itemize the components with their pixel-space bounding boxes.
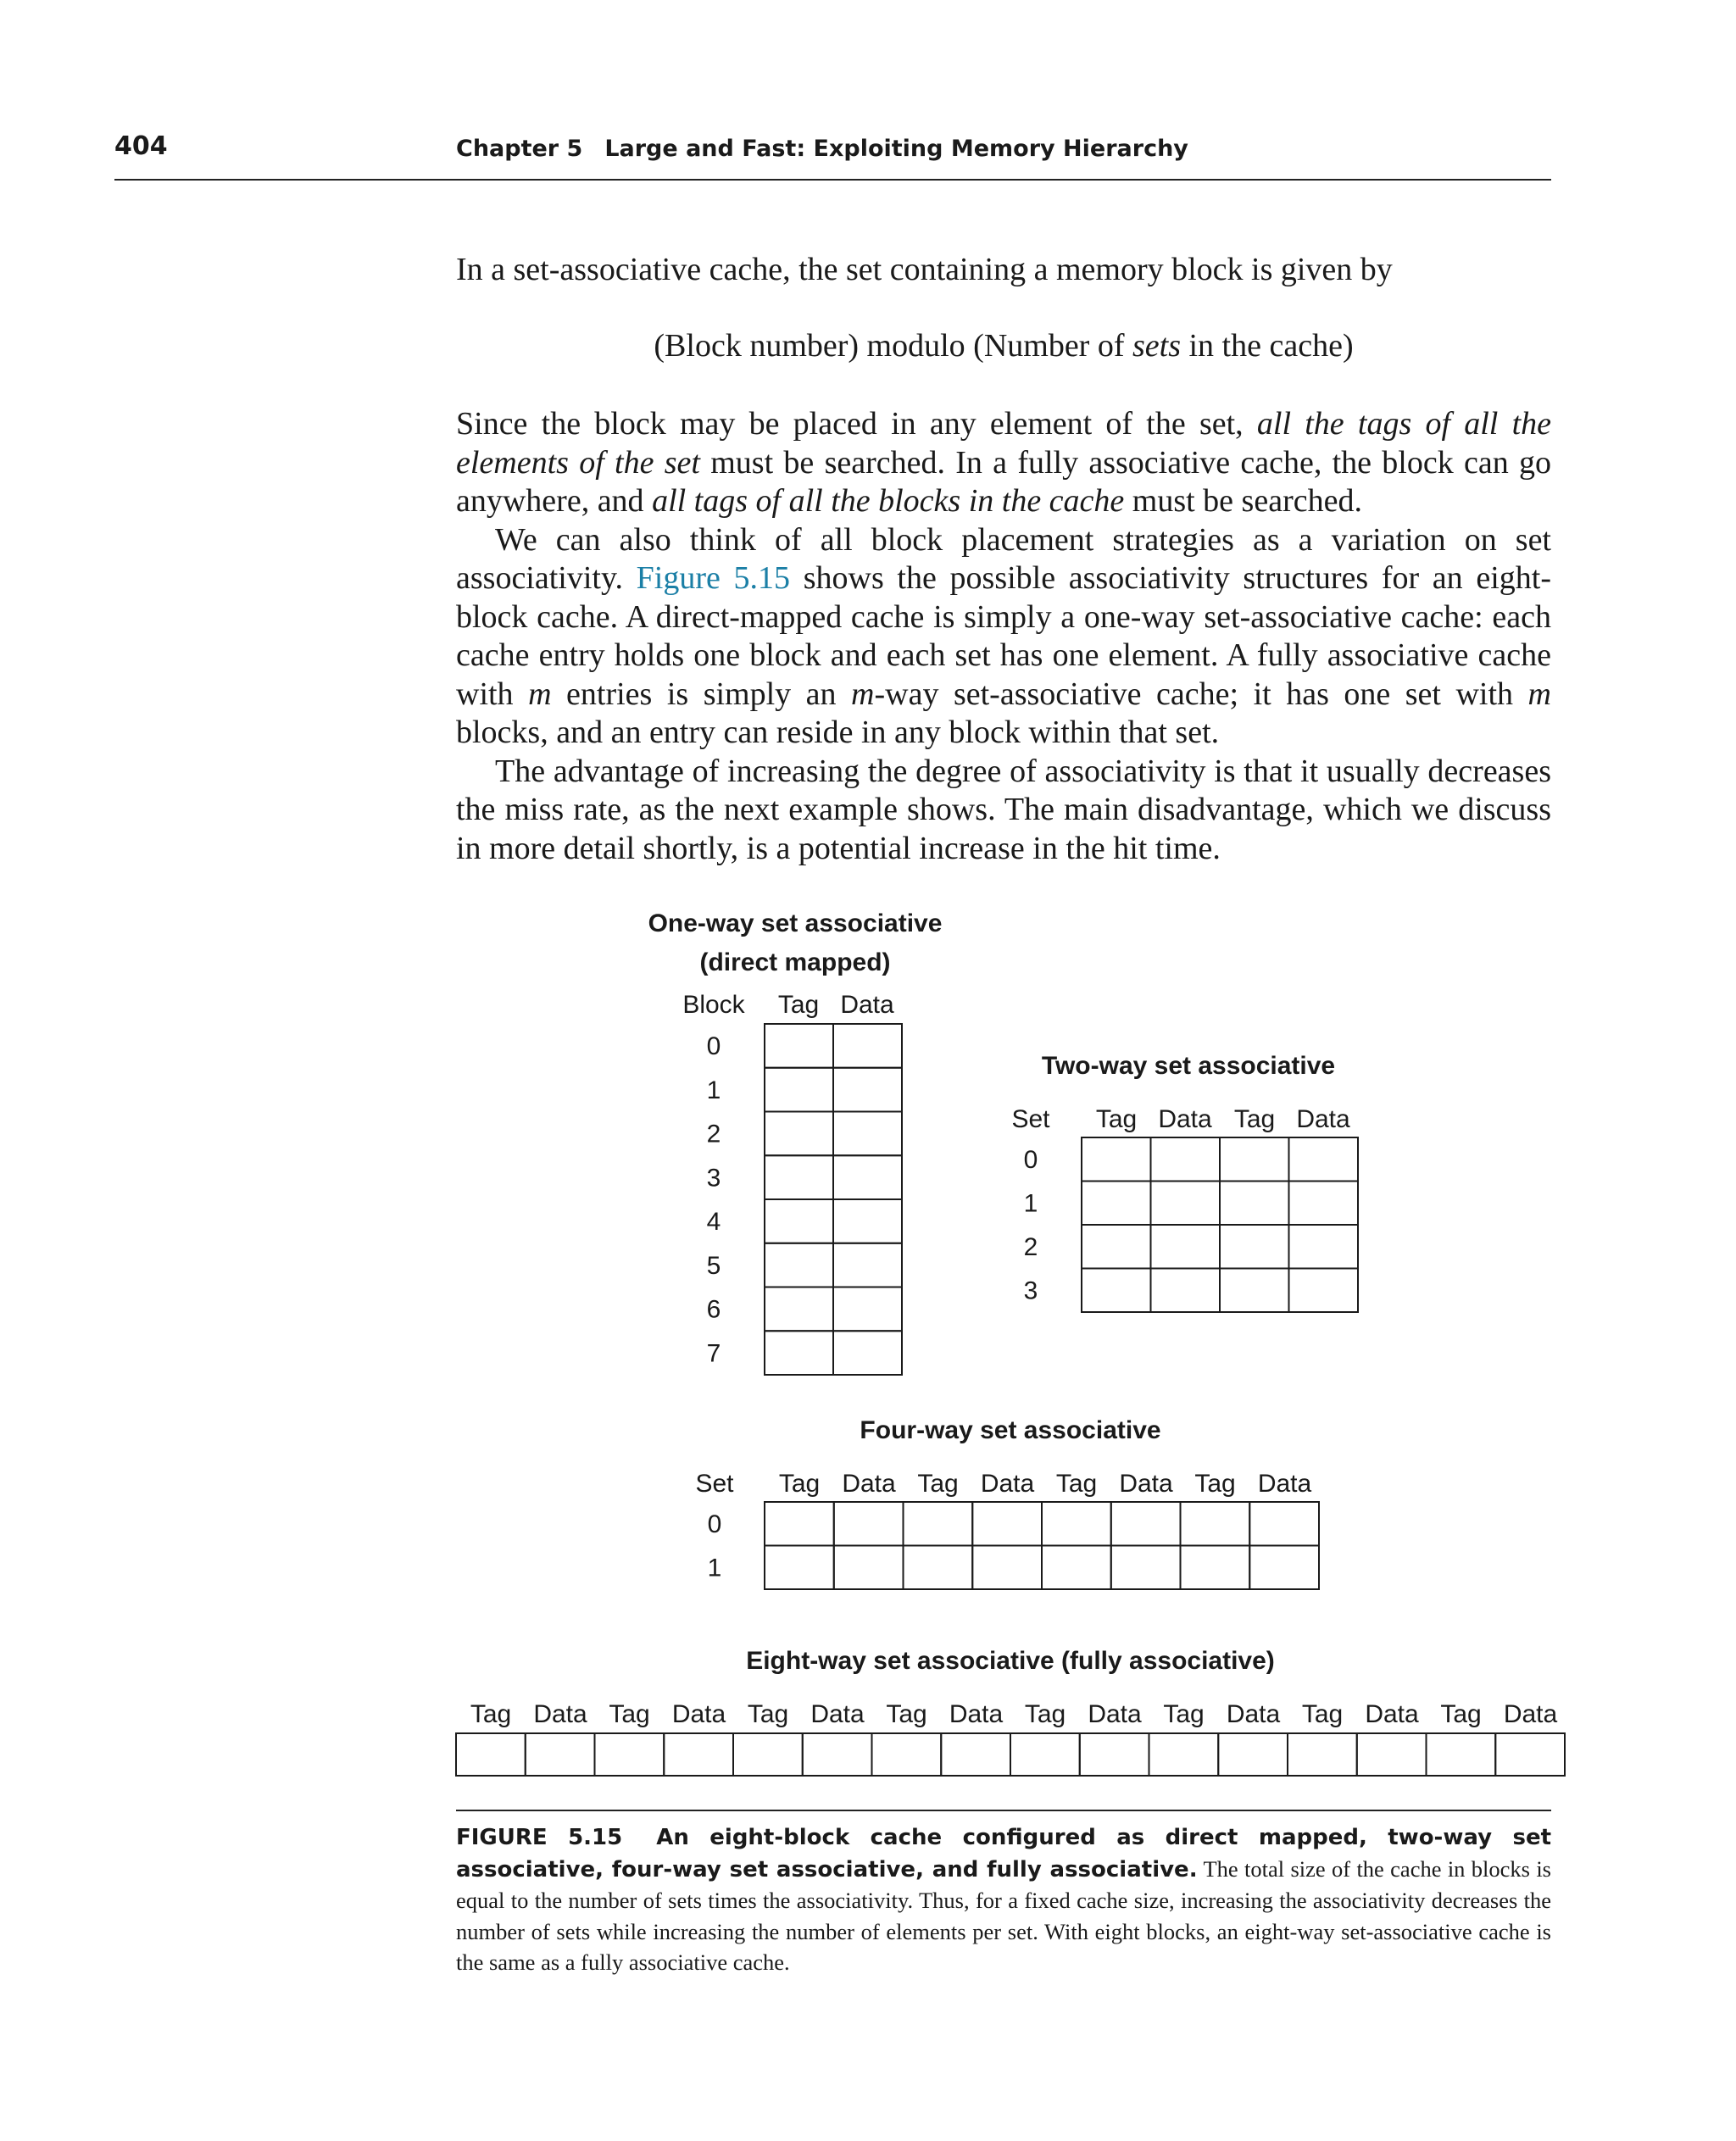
- eight-way-cell: [803, 1733, 872, 1776]
- caption-rule: [456, 1810, 1551, 1811]
- two-way-cell: [1289, 1137, 1359, 1182]
- one-way-cell: [765, 1112, 833, 1156]
- caption-label: FIGURE 5.15: [456, 1825, 623, 1850]
- one-way-cell: [765, 1243, 833, 1287]
- four-way-cell: [904, 1546, 973, 1590]
- two-way-tag-header: Tag: [1095, 1105, 1138, 1133]
- one-way-cell: [765, 1287, 833, 1332]
- one-way-cell: [765, 1199, 833, 1243]
- four-way-grid: [765, 1502, 1319, 1589]
- two-way-grid: [1082, 1137, 1358, 1312]
- two-way-cell: [1082, 1225, 1151, 1269]
- one-way-cell: [765, 1024, 833, 1068]
- one-way-cell: [833, 1287, 902, 1332]
- two-way-cell: [1220, 1137, 1289, 1182]
- four-way-cell: [1111, 1546, 1181, 1590]
- one-way-title-line2: (direct mapped): [699, 948, 891, 976]
- one-way-block-5: 5: [706, 1251, 721, 1280]
- one-way-data-header: Data: [840, 991, 894, 1019]
- eight-way-cell: [941, 1733, 1010, 1776]
- eight-way-tag-header: Tag: [886, 1700, 927, 1728]
- two-way-set-header: Set: [1011, 1105, 1050, 1133]
- four-way-data-header: Data: [1119, 1470, 1173, 1498]
- eight-way-tag-header: Tag: [1440, 1700, 1482, 1728]
- eight-way-cell: [526, 1733, 595, 1776]
- four-way-data-header: Data: [980, 1470, 1035, 1498]
- eight-way-tag-header: Tag: [747, 1700, 789, 1728]
- eight-way-data-header: Data: [671, 1700, 726, 1728]
- intro-paragraph: In a set-associative cache, the set containing a memory block is given by: [456, 252, 1393, 287]
- four-way-cell: [1042, 1502, 1111, 1546]
- four-way-diagram: [695, 1416, 1319, 1589]
- two-way-diagram: [1011, 1052, 1358, 1312]
- eight-way-cell: [1149, 1733, 1219, 1776]
- four-way-tag-header: Tag: [1194, 1470, 1236, 1498]
- eight-way-cell: [872, 1733, 942, 1776]
- one-way-cell: [833, 1331, 902, 1375]
- eight-way-data-header: Data: [1365, 1700, 1419, 1728]
- one-way-title-line1: One-way set associative: [648, 909, 943, 937]
- eight-way-cell: [1010, 1733, 1080, 1776]
- eight-way-cell: [1427, 1733, 1496, 1776]
- four-way-cell: [904, 1502, 973, 1546]
- two-way-cell: [1082, 1182, 1151, 1226]
- two-way-cell: [1151, 1225, 1221, 1269]
- eight-way-cell: [595, 1733, 665, 1776]
- one-way-cell: [833, 1243, 902, 1287]
- four-way-cell: [1249, 1546, 1319, 1590]
- eight-way-tag-header: Tag: [1024, 1700, 1066, 1728]
- four-way-cell: [1249, 1502, 1319, 1546]
- eight-way-tag-header: Tag: [1301, 1700, 1344, 1728]
- four-way-cell: [765, 1546, 834, 1590]
- two-way-cell: [1220, 1225, 1289, 1269]
- four-way-cell: [1042, 1546, 1111, 1590]
- caption-text: The total size of the cache in blocks is equal to the number of sets times the associativity. Thus, for a fixed cache size, increasing the associativity decreases the number of sets while increasing the number of elements per set. With eight blocks, an eight-way set-associative cache is the same as a fully associative cache.: [456, 1855, 1551, 1975]
- two-way-data-header: Data: [1158, 1105, 1212, 1133]
- one-way-block-header: Block: [682, 991, 745, 1019]
- one-way-tag-header: Tag: [777, 991, 820, 1019]
- one-way-cell: [833, 1155, 902, 1199]
- eight-way-data-header: Data: [1226, 1700, 1281, 1728]
- eight-way-diagram: [456, 1647, 1565, 1776]
- one-way-block-1: 1: [706, 1076, 721, 1104]
- two-way-set-2: 2: [1023, 1233, 1038, 1261]
- one-way-cell: [765, 1068, 833, 1112]
- one-way-cell: [833, 1112, 902, 1156]
- one-way-diagram: [648, 909, 943, 1375]
- two-way-set-1: 1: [1023, 1189, 1038, 1218]
- paragraph-3: The advantage of increasing the degree of associativity is that it usually decreases the miss rate, as the next example shows. The main disadvantage, which we discuss in more detail shortly, is a potential increase in the hit time.: [456, 753, 1551, 866]
- two-way-tag-header: Tag: [1233, 1105, 1276, 1133]
- two-way-set-3: 3: [1023, 1276, 1038, 1305]
- eight-way-cell: [1495, 1733, 1565, 1776]
- eight-way-data-header: Data: [1088, 1700, 1142, 1728]
- one-way-cell: [833, 1068, 902, 1112]
- four-way-tag-header: Tag: [917, 1470, 959, 1498]
- one-way-block-6: 6: [706, 1295, 721, 1324]
- one-way-block-4: 4: [706, 1208, 721, 1236]
- four-way-cell: [1111, 1502, 1181, 1546]
- two-way-cell: [1082, 1137, 1151, 1182]
- two-way-cell: [1220, 1269, 1289, 1313]
- page-number: 404: [114, 131, 168, 161]
- two-way-title: Two-way set associative: [1041, 1052, 1336, 1080]
- one-way-grid: [765, 1024, 902, 1375]
- one-way-cell: [833, 1024, 902, 1068]
- one-way-block-2: 2: [706, 1120, 721, 1148]
- eight-way-cell: [1357, 1733, 1427, 1776]
- eight-way-cell: [1288, 1733, 1357, 1776]
- set-index-formula: (Block number) modulo (Number of sets in the cache): [654, 328, 1354, 364]
- one-way-cell: [833, 1199, 902, 1243]
- eight-way-data-header: Data: [949, 1700, 1004, 1728]
- eight-way-cell: [1218, 1733, 1288, 1776]
- two-way-cell: [1220, 1182, 1289, 1226]
- four-way-cell: [972, 1502, 1042, 1546]
- eight-way-data-header: Data: [533, 1700, 587, 1728]
- four-way-cell: [834, 1546, 904, 1590]
- one-way-block-0: 0: [706, 1032, 721, 1060]
- eight-way-title: Eight-way set associative (fully associative): [746, 1647, 1275, 1675]
- eight-way-tag-header: Tag: [1163, 1700, 1205, 1728]
- four-way-cell: [765, 1502, 834, 1546]
- chapter-title: Large and Fast: Exploiting Memory Hierarchy: [604, 136, 1188, 162]
- eight-way-cell: [1080, 1733, 1149, 1776]
- four-way-data-header: Data: [1257, 1470, 1312, 1498]
- two-way-cell: [1289, 1182, 1359, 1226]
- eight-way-tag-header: Tag: [470, 1700, 512, 1728]
- one-way-cell: [765, 1155, 833, 1199]
- four-way-set-1: 1: [707, 1554, 722, 1582]
- two-way-cell: [1289, 1225, 1359, 1269]
- one-way-cell: [765, 1331, 833, 1375]
- four-way-cell: [972, 1546, 1042, 1590]
- four-way-cell: [834, 1502, 904, 1546]
- eight-way-cell: [456, 1733, 526, 1776]
- eight-way-grid: [456, 1733, 1565, 1776]
- paragraph-1: Since the block may be placed in any element of the set, all the tags of all the elements of the set must be searched. In a fully associative cache, the block can go anywhere, and all tags of all the blocks in the cache must be searched.: [456, 406, 1552, 519]
- four-way-cell: [1181, 1502, 1250, 1546]
- four-way-data-header: Data: [842, 1470, 896, 1498]
- figure-5-15-link[interactable]: Figure 5.15: [636, 560, 791, 596]
- eight-way-cell: [664, 1733, 733, 1776]
- eight-way-data-header: Data: [1503, 1700, 1558, 1728]
- paragraph-2: We can also think of all block placement strategies as a variation on set associativity. Figure 5.15 shows the possible associativity structures for an eight-block cache. A direct-mapped cache is simply a one-way set-associative cache: each cache entry holds one block and each set has one element. A fully associative cache with m entries is simply an m-way set-associative cache; it has one set with m blocks, and an entry can reside in any block within that set.: [456, 521, 1551, 750]
- four-way-tag-header: Tag: [778, 1470, 821, 1498]
- four-way-tag-header: Tag: [1055, 1470, 1098, 1498]
- two-way-cell: [1151, 1137, 1221, 1182]
- figure-caption: [456, 1821, 1551, 1978]
- chapter-label: Chapter 5: [456, 136, 583, 162]
- four-way-title: Four-way set associative: [860, 1416, 1161, 1444]
- two-way-data-header: Data: [1296, 1105, 1350, 1133]
- four-way-set-header: Set: [695, 1470, 734, 1498]
- one-way-block-7: 7: [706, 1339, 721, 1368]
- two-way-set-0: 0: [1023, 1146, 1038, 1174]
- two-way-cell: [1151, 1182, 1221, 1226]
- four-way-set-0: 0: [707, 1510, 722, 1538]
- eight-way-cell: [733, 1733, 803, 1776]
- eight-way-tag-header: Tag: [609, 1700, 650, 1728]
- one-way-block-3: 3: [706, 1164, 721, 1193]
- caption-title: An eight-block cache configured as direct mapped, two-way set associative, four-way set associative, and fully associative.: [456, 1825, 1552, 1882]
- two-way-cell: [1082, 1269, 1151, 1313]
- four-way-cell: [1181, 1546, 1250, 1590]
- two-way-cell: [1151, 1269, 1221, 1313]
- eight-way-data-header: Data: [810, 1700, 865, 1728]
- two-way-cell: [1289, 1269, 1359, 1313]
